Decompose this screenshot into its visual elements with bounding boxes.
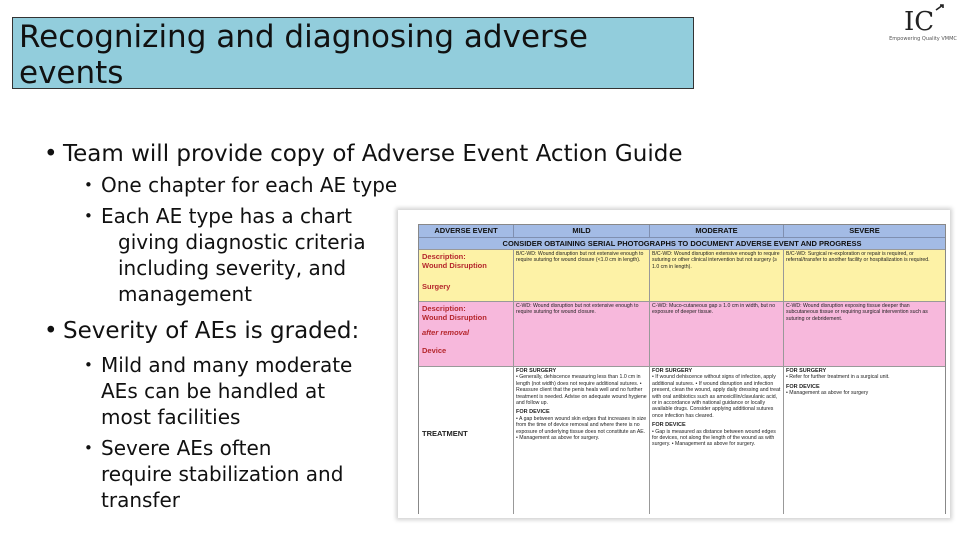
title-line-1: Recognizing and diagnosing adverse xyxy=(19,19,588,55)
bullet-text: Severity of AEs is graded: xyxy=(63,318,360,344)
consider-banner: CONSIDER OBTAINING SERIAL PHOTOGRAPHS TO DOCUMENT ADVERSE EVENT AND PROGRESS xyxy=(419,237,945,249)
guide-table xyxy=(418,224,946,514)
title-line-2: events xyxy=(19,55,124,91)
treatment-row: TREATMENT FOR SURGERY • Generally, dehiscence measuring less than 1.0 cm in length (not width) does not require additional sutures. • Reassure client that the penis heals well and no further treatment is needed. Advise on adequate wound hygiene and follow up. FOR DEVICE • A gap between wound skin edges that increases in size from the time of device removal and where there is no exposure of underlying tissue does not constitute an AE. • Management as above for surgery. FOR SURGERY • If wound dehiscence without signs of infection, apply additional sutures. • If wound disruption and infection present, clean the wound, apply daily dressing and treat with oral antibiotics such as amoxicillin/clavulanic acid, or in accordance with national guidance or locally available drugs. Consider applying additional sutures once infection has cleared. FOR DEVICE • Gap is measured as distance between wound edges for devices, not along the length of the wound as with surgery. • Management as above for surgery. FOR SURGERY • Refer for further treatment in a surgical unit. FOR DEVICE • Management as above for surgery xyxy=(419,366,945,514)
logo-letters: IC xyxy=(904,7,935,37)
header-mild: MILD xyxy=(514,225,650,237)
slide-title xyxy=(19,19,689,91)
header-severe: SEVERE xyxy=(849,226,880,235)
header-moderate: MODERATE xyxy=(650,225,784,237)
logo-tagline: Empowering Quality VMMC xyxy=(889,36,957,42)
bullet-text: Team will provide copy of Adverse Event Action Guide xyxy=(63,141,683,167)
header-adverse-event: ADVERSE EVENT xyxy=(419,225,514,237)
guide-header-row xyxy=(419,225,945,237)
ae-action-guide-image xyxy=(398,210,950,518)
surgery-row: Description: Wound Disruption Surgery B/C-WD: Wound disruption but not extensive enough to require suturing for wound closure (<1.0 cm in length). B/C-WD: Wound disruption extensive enough to require suturing or other clinical intervention but not surgery (≥ 1.0 cm in length). B/C-WD: Surgical re-exploration or repair is required, or referral/transfer to another facility or hospitalization is required. xyxy=(419,249,945,301)
device-row: Description: Wound Disruption after removal Device C-WD: Wound disruption but not extensive enough to require suturing for wound closure. C-WD: Muco-cutaneous gap ≥ 1.0 cm in width, but no exposure of deeper tissue. C-WD: Wound disruption exposing tissue deeper than subcutaneous tissue or requiring surgical intervention such as suturing or debridement. xyxy=(419,301,945,366)
title-box xyxy=(12,17,694,89)
